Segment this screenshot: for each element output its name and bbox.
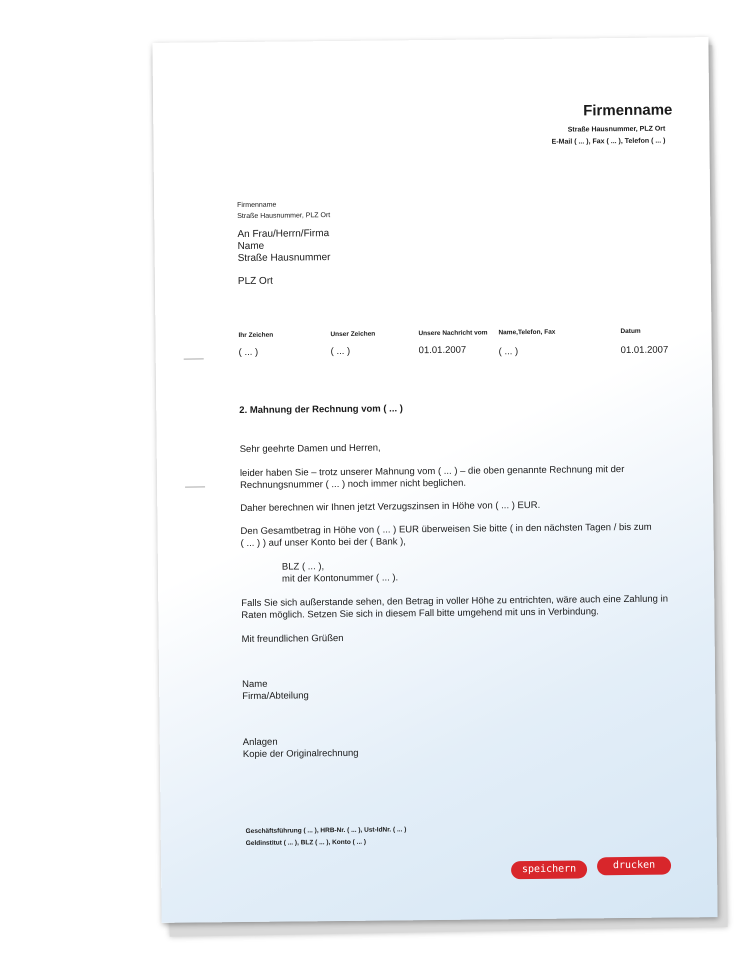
print-button[interactable]: drucken — [597, 857, 671, 876]
ref-value-unser-zeichen: ( ... ) — [330, 345, 351, 358]
attachments-label: Anlagen — [242, 736, 278, 749]
ref-value-nachricht-vom: 01.01.2007 — [418, 344, 467, 357]
company-address: Straße Hausnummer, PLZ Ort — [567, 125, 666, 134]
paragraph-3-line-2: ( ... ) ) auf unser Konto bei der ( Bank ), — [240, 536, 406, 550]
signature-name: Name — [242, 678, 268, 691]
fold-mark-top — [184, 358, 204, 359]
paragraph-4-line-1: Falls Sie sich außerstande sehen, den Betrag in voller Höhe zu entrichten, wäre auch eine Zahlung in — [241, 593, 669, 610]
recipient-line-2: Name — [237, 240, 265, 253]
recipient-line-3: Straße Hausnummer — [237, 252, 331, 265]
footer-line-1: Geschäftsführung ( ... ), HRB-Nr. ( ... ), Ust-IdNr. ( ... ) — [245, 826, 407, 836]
bank-blz: BLZ ( ... ), — [281, 561, 325, 573]
ref-label-kontakt: Name,Telefon, Fax — [498, 328, 556, 337]
ref-label-nachricht-vom: Unsere Nachricht vom — [418, 329, 488, 338]
ref-label-datum: Datum — [620, 327, 641, 336]
letter-subject: 2. Mahnung der Rechnung vom ( ... ) — [239, 403, 403, 417]
bank-account: mit der Kontonummer ( ... ). — [281, 572, 399, 585]
signature-department: Firma/Abteilung — [242, 690, 309, 703]
ref-label-unser-zeichen: Unser Zeichen — [330, 330, 376, 339]
salutation: Sehr geehrte Damen und Herren, — [239, 442, 381, 456]
save-button[interactable]: speichern — [511, 860, 587, 879]
letter-page — [152, 37, 717, 923]
recipient-line-4: PLZ Ort — [237, 275, 273, 288]
paragraph-3-line-1: Den Gesamtbetrag in Höhe von ( ... ) EUR überweisen Sie bitte ( in den nächsten Tagen / bis zum — [240, 521, 652, 538]
paragraph-1-line-1: leider haben Sie – trotz unserer Mahnung vom ( ... ) – die oben genannte Rechnung mit der — [239, 464, 625, 480]
ref-label-ihr-zeichen: Ihr Zeichen — [238, 331, 274, 340]
sender-name: Firmenname — [237, 201, 277, 210]
paragraph-2: Daher berechnen wir Ihnen jetzt Verzugszinsen in Höhe von ( ... ) EUR. — [240, 499, 541, 515]
recipient-line-1: An Frau/Herrn/Firma — [237, 228, 330, 241]
fold-mark-bottom — [185, 486, 205, 487]
ref-value-ihr-zeichen: ( ... ) — [238, 346, 259, 359]
closing: Mit freundlichen Grüßen — [241, 632, 344, 646]
paragraph-1-line-2: Rechnungsnummer ( ... ) noch immer nicht beglichen. — [239, 477, 467, 492]
ref-value-datum: 01.01.2007 — [620, 344, 669, 357]
sender-address: Straße Hausnummer, PLZ Ort — [237, 212, 331, 221]
ref-value-kontakt: ( ... ) — [498, 346, 519, 358]
company-name: Firmenname — [583, 101, 673, 120]
company-contact: E-Mail ( ... ), Fax ( ... ), Telefon ( ... ) — [551, 137, 666, 146]
paragraph-4-line-2: Raten möglich. Setzen Sie sich in diesem Fall bitte umgehend mit uns in Verbindung. — [241, 606, 599, 622]
footer-line-2: Geldinstitut ( ... ), BLZ ( ... ), Konto ( ... ) — [245, 838, 367, 848]
attachment-item: Kopie der Originalrechnung — [242, 747, 359, 761]
